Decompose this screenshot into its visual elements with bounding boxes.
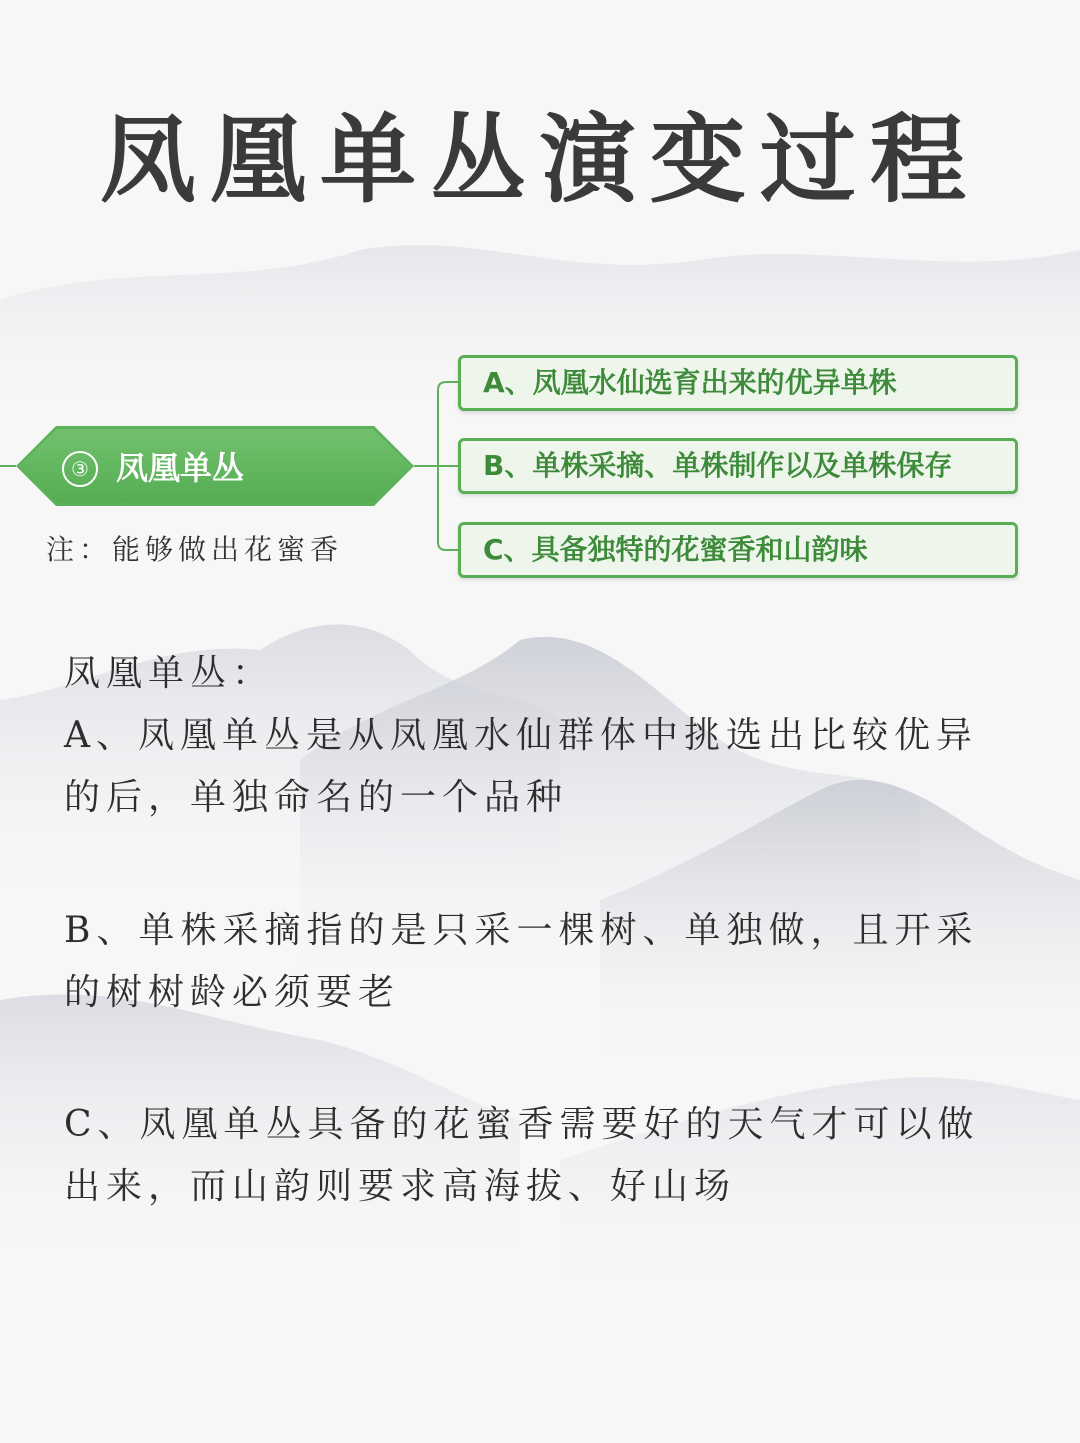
- mindmap-note: 注：能够做出花蜜香: [46, 533, 344, 566]
- body-section-a: [64, 643, 1024, 829]
- body-section-c: [64, 1094, 1024, 1218]
- branch-node-c: [458, 522, 1018, 578]
- body-a-line2: 的后，单独命名的一个品种: [64, 777, 569, 818]
- body-a-line1: A、凤凰单丛是从凤凰水仙群体中挑选出比较优异: [64, 715, 978, 756]
- body-b-line1: B、单株采摘指的是只采一棵树、单独做，且开采: [64, 910, 979, 951]
- branch-label-c: C、具备独特的花蜜香和山韵味: [483, 533, 868, 566]
- body-c-line1: C、凤凰单丛具备的花蜜香需要好的天气才可以做: [64, 1104, 980, 1145]
- branch-label-a: A、凤凰水仙选育出来的优异单株: [483, 366, 897, 399]
- body-b-line2: 的树树龄必须要老: [64, 972, 401, 1013]
- main-node-label: 凤凰单丛: [116, 449, 245, 487]
- main-node-number: ③: [62, 451, 98, 487]
- branch-label-b: B、单株采摘、单株制作以及单株保存: [483, 449, 953, 482]
- body-c-line2: 出来，而山韵则要求高海拔、好山场: [64, 1166, 737, 1207]
- page-title: 凤凰单丛演变过程: [100, 103, 980, 216]
- branch-node-a: [458, 355, 1018, 411]
- body-heading: 凤凰单丛：: [64, 653, 275, 694]
- branch-node-b: [458, 438, 1018, 494]
- body-section-b: [64, 900, 1024, 1024]
